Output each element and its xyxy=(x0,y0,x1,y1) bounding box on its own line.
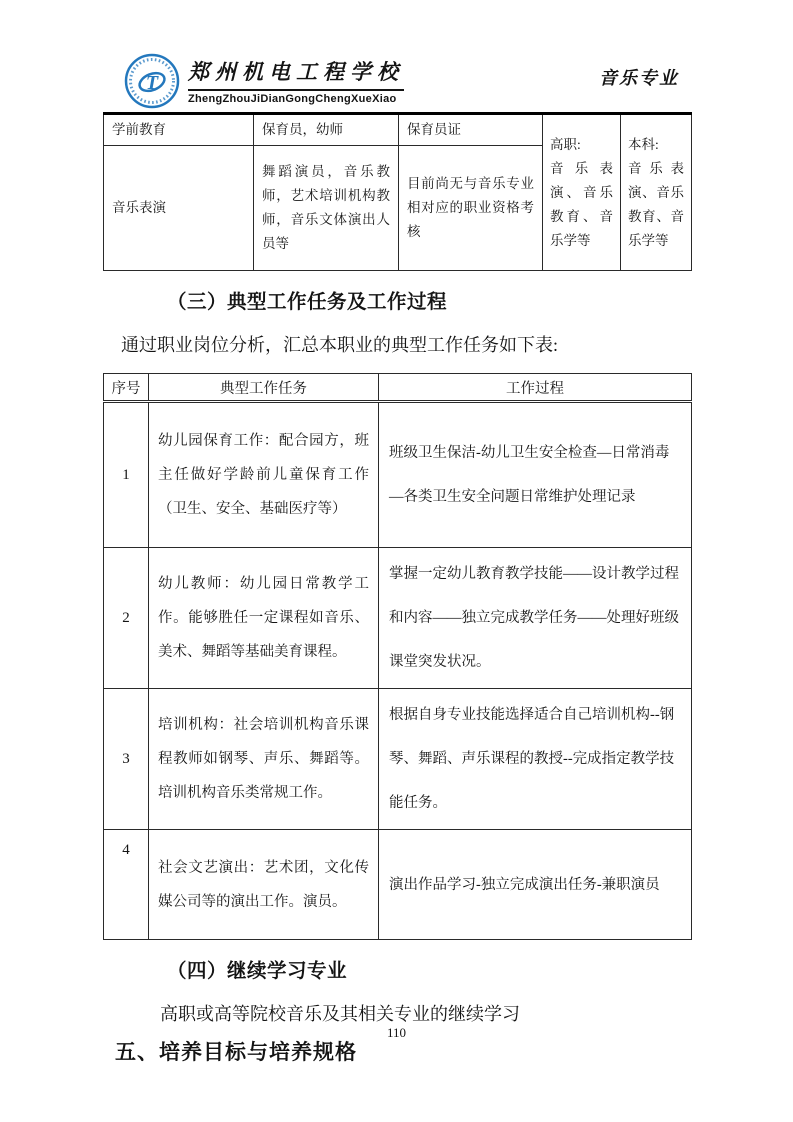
cell-task: 幼儿园保育工作：配合园方，班主任做好学龄前儿童保育工作（卫生、安全、基础医疗等） xyxy=(149,402,379,548)
major-tag: 音乐专业 xyxy=(599,68,679,88)
cell-process: 班级卫生保洁-幼儿卫生安全检查—日常消毒—各类卫生安全问题日常维护处理记录 xyxy=(379,402,692,548)
page-content xyxy=(103,112,691,1066)
cell-process: 掌握一定幼儿教育教学技能——设计教学过程和内容——独立完成教学任务——处理好班级课堂突发状况。 xyxy=(379,548,692,689)
section4-body: 高职或高等院校音乐及其相关专业的继续学习 xyxy=(160,1004,520,1024)
cell-no: 2 xyxy=(104,548,149,689)
svg-text:T: T xyxy=(145,72,159,94)
cell-process: 根据自身专业技能选择适合自己培训机构--钢琴、舞蹈、声乐课程的教授--完成指定教学技能任务。 xyxy=(379,689,692,830)
section5-heading: 五、培养目标与培养规格 xyxy=(115,1041,357,1064)
school-pinyin: ZhengZhouJiDianGongChengXueXiao xyxy=(188,93,397,105)
cell-task: 社会文艺演出：艺术团，文化传媒公司等的演出工作。演员。 xyxy=(149,830,379,940)
job-position-table xyxy=(103,112,692,271)
cell-category: 学前教育 xyxy=(104,114,254,146)
cell-position: 保育员，幼师 xyxy=(254,114,399,146)
benke-label: 本科: xyxy=(628,136,659,152)
cell-no: 1 xyxy=(104,402,149,548)
header-process: 工作过程 xyxy=(379,374,692,402)
header-task: 典型工作任务 xyxy=(149,374,379,402)
benke-body: 音乐表演、音乐教育、音乐学等 xyxy=(628,160,684,248)
table-row xyxy=(104,402,692,548)
header-no: 序号 xyxy=(104,374,149,402)
cell-task: 培训机构：社会培训机构音乐课程教师如钢琴、声乐、舞蹈等。培训机构音乐类常规工作。 xyxy=(149,689,379,830)
table-row xyxy=(104,830,692,940)
section3-intro: 通过职业岗位分析，汇总本职业的典型工作任务如下表: xyxy=(121,335,558,355)
cell-task: 幼儿教师：幼儿园日常教学工作。能够胜任一定课程如音乐、美术、舞蹈等基础美育课程。 xyxy=(149,548,379,689)
gaozhi-label: 高职: xyxy=(550,136,581,152)
cell-process: 演出作品学习-独立完成演出任务-兼职演员 xyxy=(379,830,692,940)
cell-major: 音乐表演 xyxy=(104,146,254,271)
school-logo-icon xyxy=(124,53,180,109)
cell-cert-note: 目前尚无与音乐专业相对应的职业资格考核 xyxy=(399,146,543,271)
school-name-block xyxy=(188,56,448,105)
cell-certificate: 保育员证 xyxy=(399,114,543,146)
page-number: 110 xyxy=(386,1025,407,1040)
school-name: 郑州机电工程学校 xyxy=(188,56,404,91)
gaozhi-body: 音乐表演、音乐教育、音乐学等 xyxy=(550,160,613,248)
cell-no: 4 xyxy=(104,830,149,940)
table-row xyxy=(104,689,692,830)
table-row xyxy=(104,114,692,146)
work-task-table xyxy=(103,373,692,940)
section3-heading: （三）典型工作任务及工作过程 xyxy=(167,292,448,313)
cell-benke xyxy=(621,114,692,271)
table-header-row xyxy=(104,374,692,402)
table-row xyxy=(104,548,692,689)
cell-gaozhi xyxy=(543,114,621,271)
cell-jobs: 舞蹈演员，音乐教师，艺术培训机构教师，音乐文体演出人员等 xyxy=(254,146,399,271)
cell-no: 3 xyxy=(104,689,149,830)
section4-heading: （四）继续学习专业 xyxy=(167,961,348,982)
